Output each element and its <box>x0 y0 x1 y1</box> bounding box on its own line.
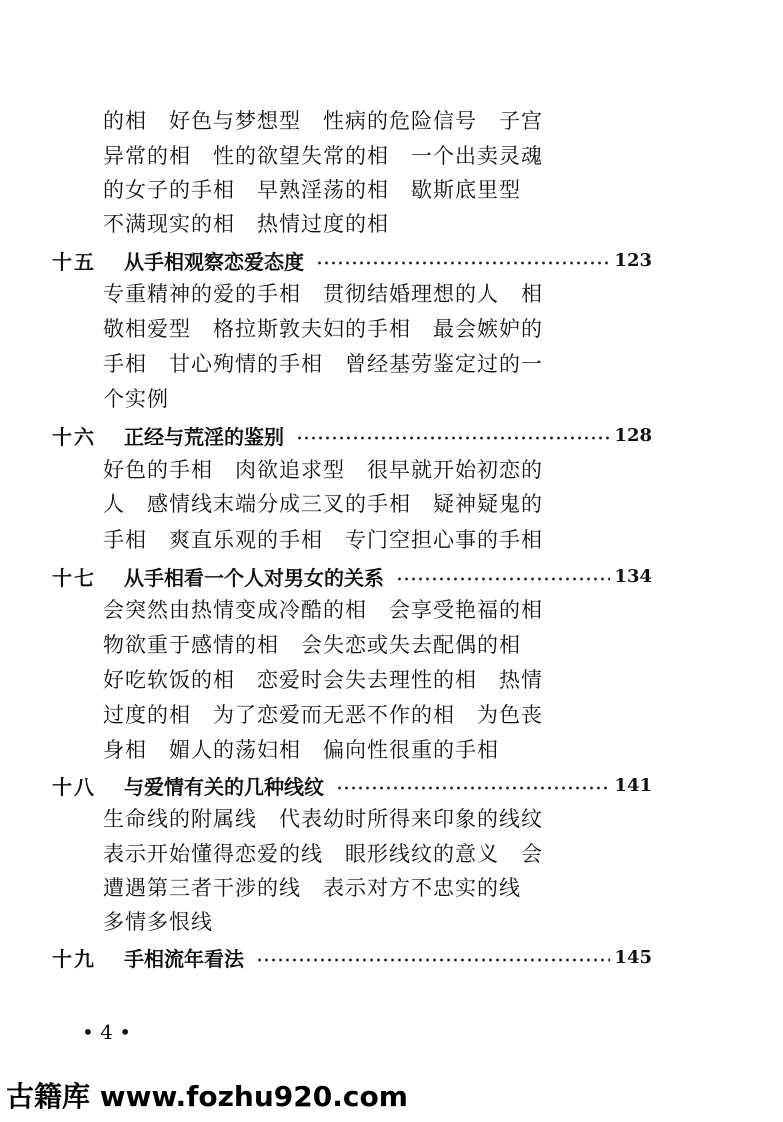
toc-line: 人 感情线末端分成三叉的手相 疑神疑鬼的 <box>103 492 543 516</box>
toc-line: 好吃软饭的相 恋爱时会失去理性的相 热情 <box>103 668 543 692</box>
chapter-number: 十六 <box>52 424 96 449</box>
chapter-page-number: 145 <box>614 946 652 968</box>
chapter-page-number: 141 <box>614 774 652 796</box>
toc-chapter-17 <box>52 562 652 590</box>
toc-line: 不满现实的相 热情过度的相 <box>103 212 389 236</box>
toc-line: 好色的手相 肉欲追求型 很早就开始初恋的 <box>103 458 543 482</box>
page-folio: • 4 • <box>82 1020 132 1044</box>
chapter-page-number: 134 <box>614 565 652 587</box>
toc-line: 的女子的手相 早熟淫荡的相 歇斯底里型 <box>103 178 521 202</box>
toc-line: 异常的相 性的欲望失常的相 一个出卖灵魂 <box>103 144 543 168</box>
chapter-title: 从手相观察恋爱态度 <box>124 249 304 274</box>
toc-chapter-16 <box>52 421 652 449</box>
toc-line: 个实例 <box>103 387 169 411</box>
toc-chapter-18 <box>52 771 652 799</box>
toc-line: 的相 好色与梦想型 性病的危险信号 子宫 <box>103 109 543 133</box>
chapter-title: 从手相看一个人对男女的关系 <box>124 565 384 590</box>
dot-leader <box>256 957 610 963</box>
chapter-number: 十九 <box>52 946 96 971</box>
chapter-number: 十七 <box>52 565 96 590</box>
chapter-page-number: 128 <box>614 424 652 446</box>
toc-line: 物欲重于感情的相 会失恋或失去配偶的相 <box>103 633 521 657</box>
chapter-page-number: 123 <box>614 249 652 271</box>
dot-leader <box>396 576 610 582</box>
site-watermark: 古籍库 www.fozhu920.com <box>6 1080 408 1113</box>
toc-line: 多情多恨线 <box>103 910 213 934</box>
toc-line: 手相 爽直乐观的手相 专门空担心事的手相 <box>103 528 543 552</box>
toc-line: 生命线的附属线 代表幼时所得来印象的线纹 <box>103 807 543 831</box>
toc-line: 手相 甘心殉情的手相 曾经基劳鉴定过的一 <box>103 352 543 376</box>
toc-line: 过度的相 为了恋爱而无恶不作的相 为色丧 <box>103 703 543 727</box>
chapter-title: 手相流年看法 <box>124 946 244 971</box>
chapter-title: 与爱情有关的几种线纹 <box>124 774 324 799</box>
toc-chapter-15 <box>52 246 652 274</box>
toc-line: 会突然由热情变成冷酷的相 会享受艳福的相 <box>103 598 543 622</box>
toc-line: 表示开始懂得恋爱的线 眼形线纹的意义 会 <box>103 842 543 866</box>
chapter-title: 正经与荒淫的鉴别 <box>124 424 284 449</box>
toc-chapter-19 <box>52 943 652 971</box>
toc-line: 敬相爱型 格拉斯敦夫妇的手相 最会嫉妒的 <box>103 317 543 341</box>
chapter-number: 十八 <box>52 774 96 799</box>
dot-leader <box>336 785 610 791</box>
chapter-number: 十五 <box>52 249 96 274</box>
toc-line: 专重精神的爱的手相 贯彻结婚理想的人 相 <box>103 282 543 306</box>
dot-leader <box>296 435 610 441</box>
toc-line: 遭遇第三者干涉的线 表示对方不忠实的线 <box>103 876 521 900</box>
dot-leader <box>316 260 610 266</box>
toc-line: 身相 媚人的荡妇相 偏向性很重的手相 <box>103 738 499 762</box>
